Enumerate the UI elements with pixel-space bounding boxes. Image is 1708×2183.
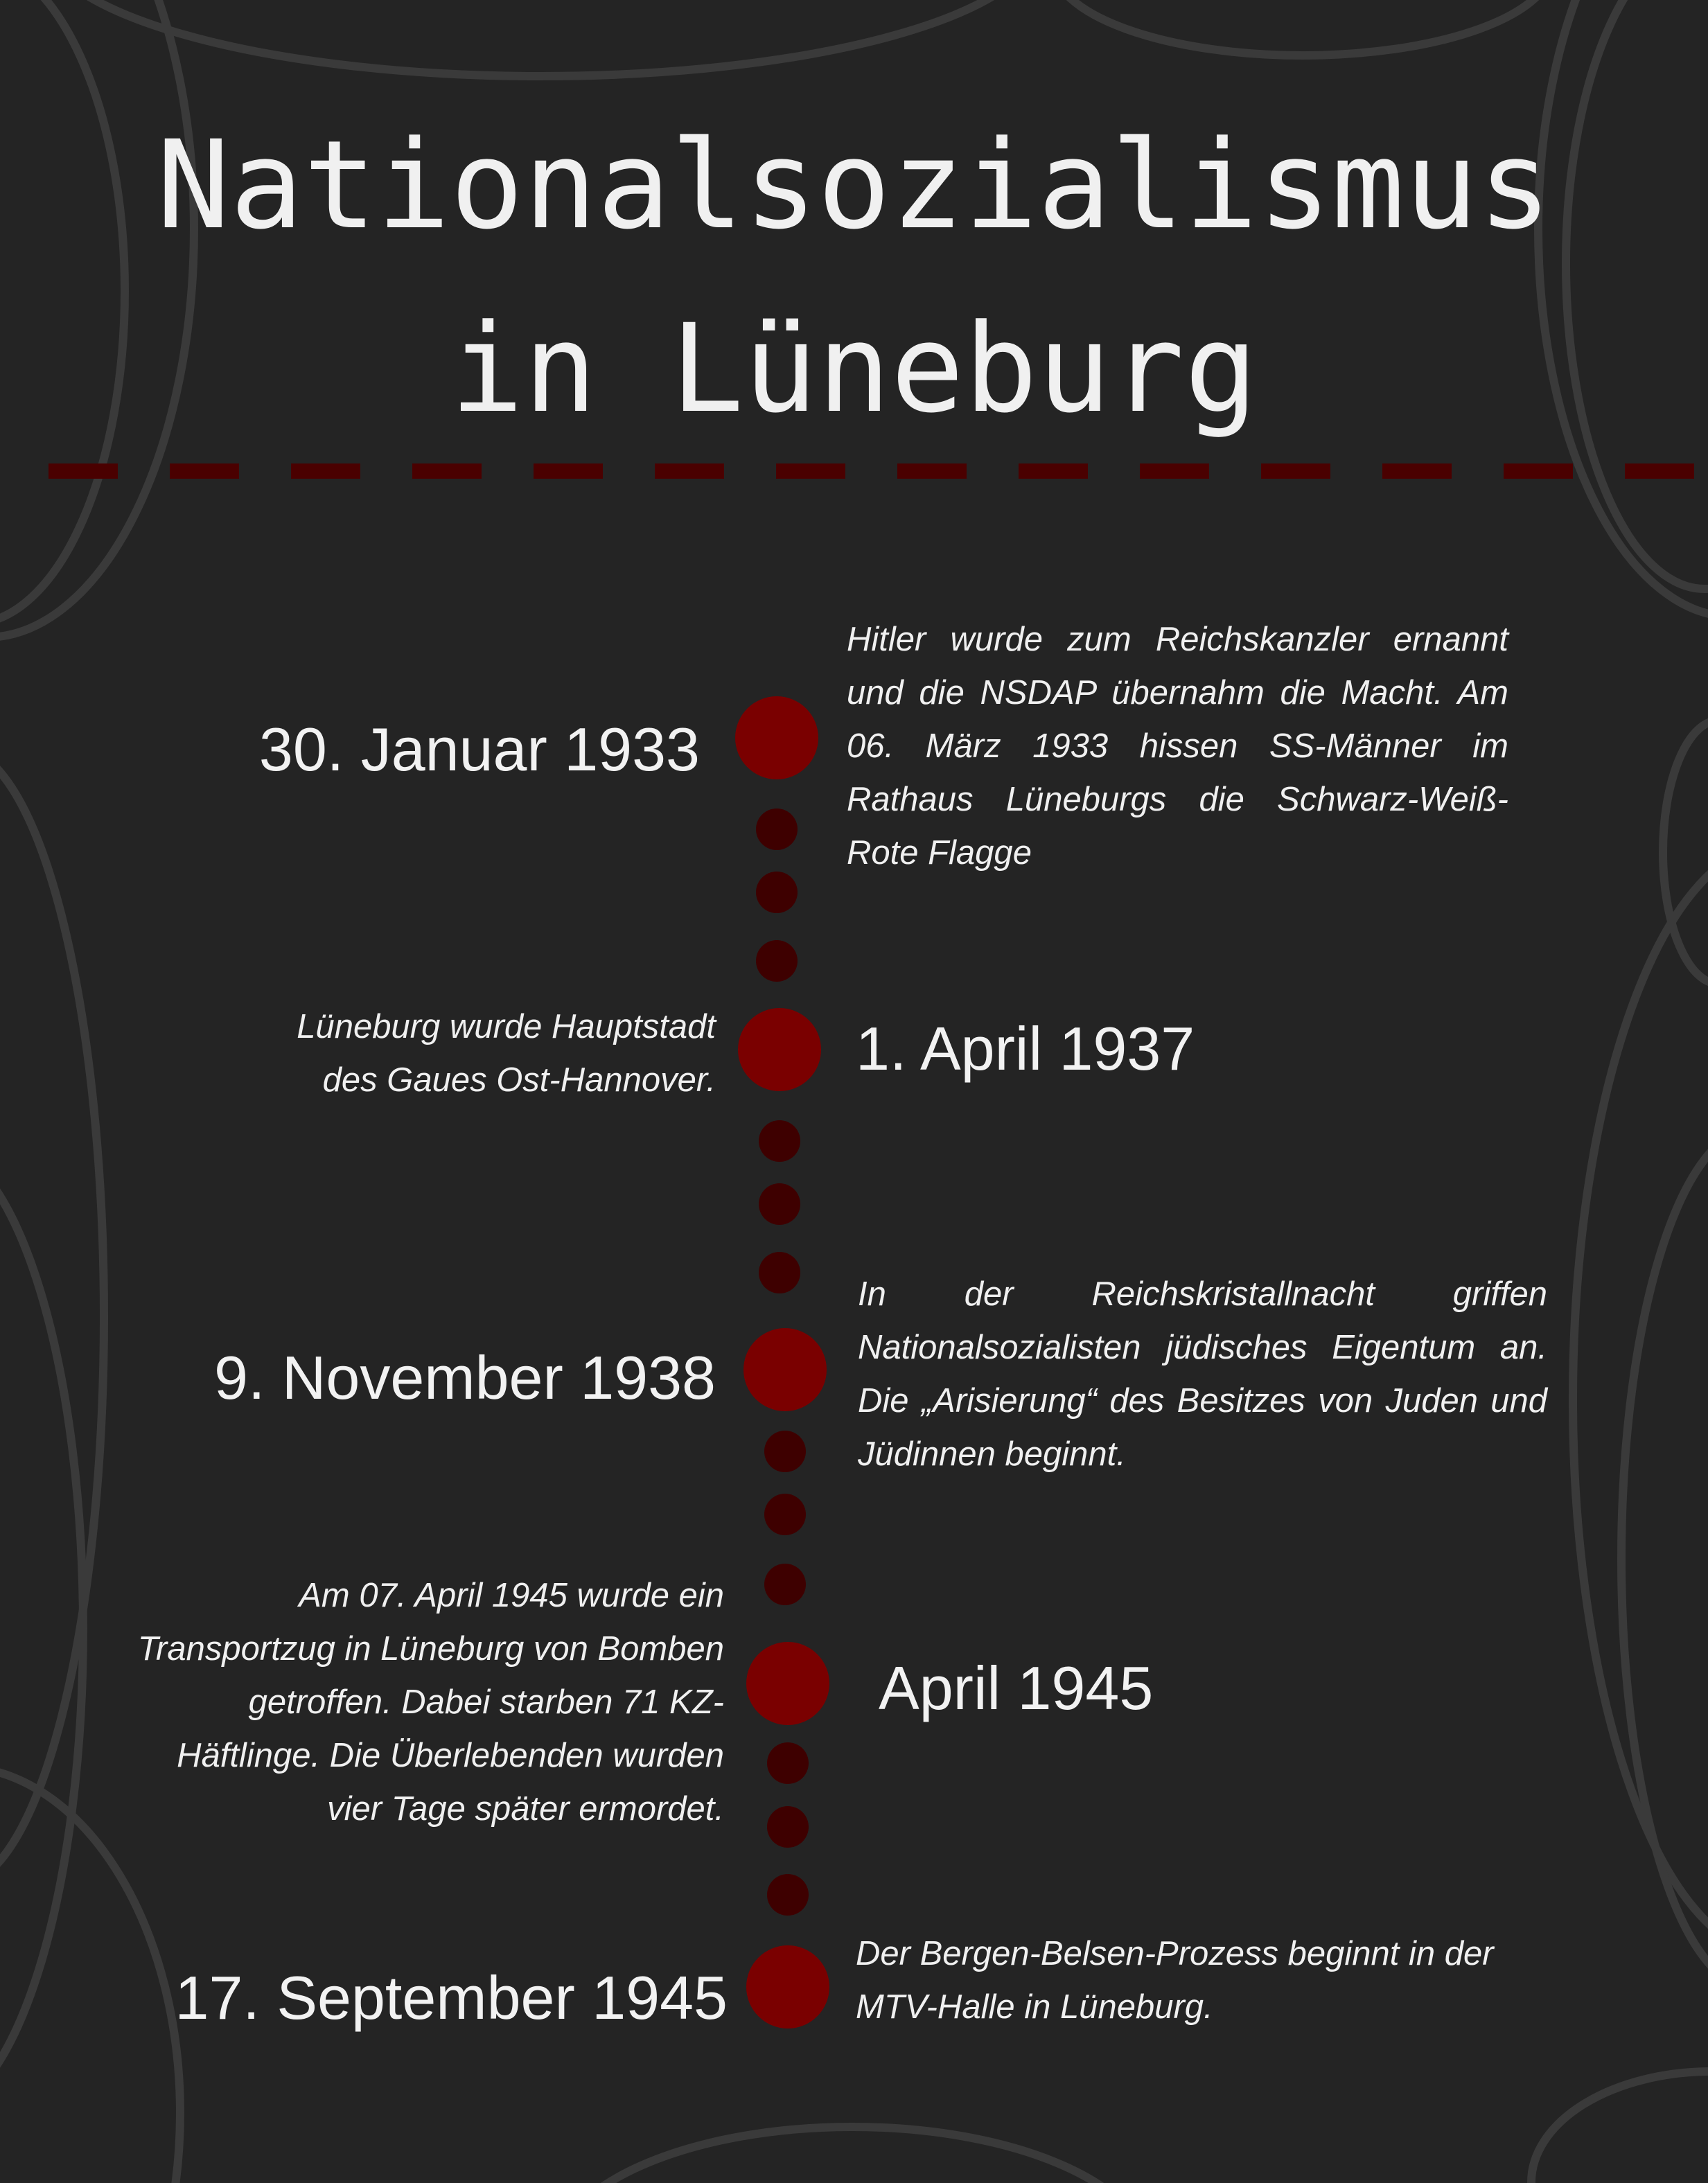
event-date-1938-november: 9. November 1938 bbox=[214, 1343, 716, 1412]
timeline-major-dot bbox=[743, 1328, 827, 1411]
timeline-minor-dot bbox=[756, 872, 798, 913]
timeline-minor-dot bbox=[759, 1183, 800, 1225]
page-title-line-1: Nationalsozialismus bbox=[156, 114, 1552, 256]
timeline-minor-dot bbox=[759, 1120, 800, 1162]
event-text-1945-september: Der Bergen-Belsen-Prozess beginnt in der MTV-Halle in Lüneburg. bbox=[856, 1935, 1494, 2026]
timeline-minor-dot bbox=[764, 1564, 806, 1605]
event-text-1937-april: Lüneburg wurde Hauptstadt des Gaues Ost-Hannover. bbox=[297, 1008, 716, 1099]
event-date-1937-april: 1. April 1937 bbox=[856, 1014, 1195, 1083]
page-title-line-2: in Lüneburg bbox=[450, 298, 1258, 440]
timeline-minor-dot bbox=[767, 1742, 809, 1784]
event-text-1938-november: In der Reichskristallnacht griffen Nationalsozialisten jüdisches Eigentum an. Die „Arisierung“ des Besitzes von Juden und Jüdinnen beginnt. bbox=[858, 1275, 1547, 1473]
timeline-minor-dot bbox=[767, 1874, 809, 1916]
timeline-major-dot bbox=[735, 696, 818, 779]
event-text-1945-april: Am 07. April 1945 wurde ein Transportzug in Lüneburg von Bomben getroffen. Dabei starben 71 KZ-Häftlinge. Die Überlebenden wurden vier Tage später ermordet. bbox=[137, 1577, 724, 1828]
timeline-major-dot bbox=[738, 1008, 821, 1091]
event-text-1933-january: Hitler wurde zum Reichskanzler ernannt und die NSDAP übernahm die Macht. Am 06. März 1933 hissen SS-Männer im Rathaus Lüneburgs die Schwarz-Weiß-Rote Flagge bbox=[847, 621, 1508, 872]
timeline-minor-dot bbox=[764, 1494, 806, 1535]
event-date-1945-september: 17. September 1945 bbox=[175, 1963, 728, 2032]
timeline-minor-dot bbox=[756, 940, 798, 982]
timeline-minor-dot bbox=[756, 808, 798, 850]
timeline-major-dot bbox=[746, 1642, 829, 1725]
timeline-minor-dot bbox=[767, 1806, 809, 1848]
timeline-minor-dot bbox=[764, 1431, 806, 1472]
timeline-minor-dot bbox=[759, 1252, 800, 1293]
event-date-1945-april: April 1945 bbox=[879, 1654, 1154, 1722]
event-date-1933-january: 30. Januar 1933 bbox=[258, 715, 700, 784]
timeline-major-dot bbox=[746, 1945, 829, 2029]
